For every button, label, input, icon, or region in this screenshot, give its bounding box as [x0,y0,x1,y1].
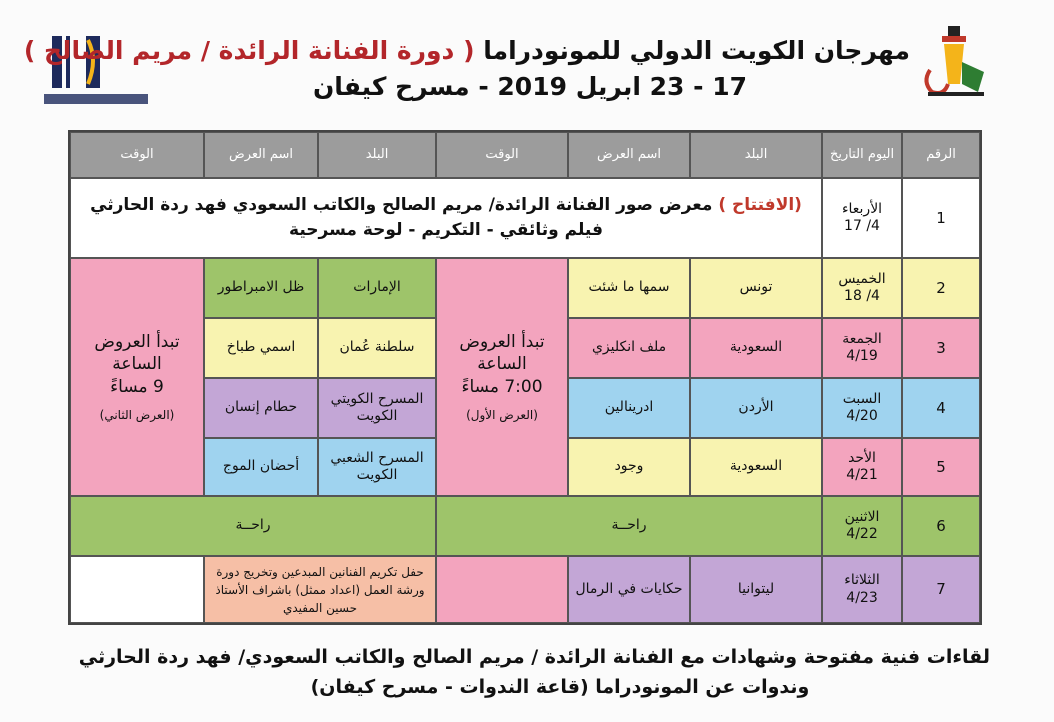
row-4-number: 4 [902,378,980,438]
row-1-day-date [822,178,902,258]
row-4-day: السبت [842,390,882,407]
row-5-country-1: السعودية [690,438,822,496]
row-7-time-1 [436,556,568,623]
row-5-day-date [822,438,902,496]
row-6-number: 6 [902,496,980,556]
header-country-2: البلد [318,132,436,178]
row-6-day: الاثنين [844,508,880,525]
start2-line-3: 9 مساءً [110,377,164,398]
row-2-date: 4/ 18 [844,288,880,304]
row-7-day-date [822,556,902,623]
schedule-table [68,130,982,625]
opening-cell [70,178,822,258]
row-3-show-2: اسمي طباخ [204,318,318,378]
row-1-date: 4/ 17 [844,218,880,234]
row-6-rest-1: راحــة [436,496,822,556]
row-5-day: الأحد [848,449,876,466]
national-council-logo [918,22,998,102]
row-7-number: 7 [902,556,980,623]
header-show-2: اسم العرض [204,132,318,178]
header-time-2: الوقت [70,132,204,178]
start-time-second-show [70,258,204,496]
header-number: الرقم [902,132,980,178]
footer-line-2: وندوات عن المونودراما (قاعة الندوات - مسرح كيفان) [310,676,810,698]
row-7-day: الثلاثاء [844,572,880,588]
row-7-country-1: ليتوانيا [690,556,822,623]
row-2-day-date [822,258,902,318]
row-5-show-2: أحضان الموج [204,438,318,496]
row-5-date: 4/21 [846,467,878,483]
start2-line-1: تبدأ العروض [94,331,180,352]
row-3-date: 4/19 [846,348,878,364]
start1-line-3: 7:00 مساءً [461,377,543,398]
start-time-first-show [436,258,568,496]
row-4-date: 4/20 [846,408,878,424]
start1-note: (العرض الأول) [466,408,538,423]
row-3-country-1: السعودية [690,318,822,378]
row-3-country-2: سلطنة عُمان [318,318,436,378]
row-7-time-2 [70,556,204,623]
row-2-country-1: تونس [690,258,822,318]
row-2-show-1: سمها ما شئت [568,258,690,318]
start1-line-1: تبدأ العروض [459,331,545,352]
header-time-1: الوقت [436,132,568,178]
row-2-show-2: ظل الامبراطور [204,258,318,318]
row-7-date: 4/23 [846,589,878,606]
row-5-show-1: وجود [568,438,690,496]
row-3-day-date [822,318,902,378]
opening-label: (الافتتاح ) [718,194,802,215]
row-4-country-2: المسرح الكويتي الكويت [318,378,436,438]
row-4-show-2: حطام إنسان [204,378,318,438]
start2-line-2: الساعة [112,354,162,375]
row-7-show-1: حكايات في الرمال [568,556,690,623]
opening-line-2: فيلم وثائقي - التكريم - لوحة مسرحية [289,220,603,240]
row-3-show-1: ملف انكليزي [568,318,690,378]
row-2-country-2: الإمارات [318,258,436,318]
footer-line-1: لقاءات فنية مفتوحة وشهادات مع الفنانة الرائدة / مريم الصالح والكاتب السعودي/ فهد ردة الحارثي [78,646,990,668]
row-6-rest-2: راحــة [70,496,436,556]
row-4-show-1: ادرينالين [568,378,690,438]
page-subtitle: 17 - 23 ابريل 2019 - مسرح كيفان [312,72,748,101]
opening-text-1: معرض صور الفنانة الرائدة/ مريم الصالح والكاتب السعودي فهد ردة الحارثي [90,194,713,215]
row-4-day-date [822,378,902,438]
row-2-day: الخميس [838,270,886,287]
start2-note: (العرض الثاني) [99,408,175,423]
header-show-1: اسم العرض [568,132,690,178]
row-4-country-1: الأردن [690,378,822,438]
row-5-country-2: المسرح الشعبي الكويت [318,438,436,496]
page-title [23,36,910,65]
title-highlight: ( دورة الفنانة الرائدة / مريم الصالح ) [23,36,475,65]
row-3-day: الجمعة [842,330,882,347]
row-6-day-date [822,496,902,556]
title-main: مهرجان الكويت الدولي للمونودراما [483,36,910,65]
row-5-number: 5 [902,438,980,496]
row-2-number: 2 [902,258,980,318]
row-3-number: 3 [902,318,980,378]
start1-line-2: الساعة [477,354,527,375]
row-1-day: الأربعاء [841,200,883,217]
row-1-number: 1 [902,178,980,258]
row-6-date: 4/22 [846,526,878,542]
opening-line-1 [90,193,802,219]
header-day-date: اليوم التاريخ [822,132,902,178]
row-7-ceremony: حفل تكريم الفنانين المبدعين وتخريج دورة ورشة العمل (اعداد ممثل) باشراف الأستاذ حسين المفيدي [204,556,436,623]
header-country-1: البلد [690,132,822,178]
